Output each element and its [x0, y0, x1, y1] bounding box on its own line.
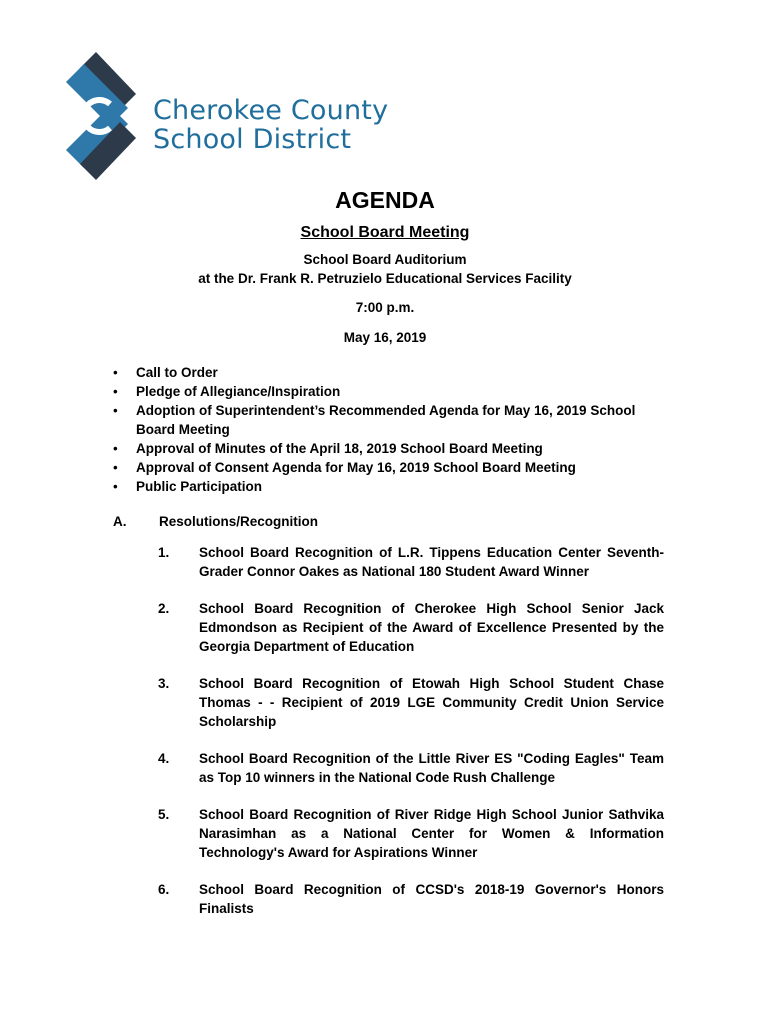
agenda-item: [158, 674, 664, 731]
meeting-title: School Board Meeting: [300, 224, 470, 241]
district-name-line1: Cherokee County: [153, 95, 389, 126]
item-number: 2.: [158, 601, 170, 616]
opening-items-list: [113, 363, 673, 496]
bullet-icon: •: [113, 365, 118, 380]
list-item: [113, 439, 673, 458]
item-number: 1.: [158, 545, 170, 560]
recognition-items-list: [158, 543, 664, 936]
district-name-line2: School District: [153, 124, 352, 155]
item-text: School Board Recognition of Etowah High School Student Chase Thomas - - Recipient of 2019 LGE Community Credit Union Service Scholarship: [199, 676, 664, 729]
list-item: [113, 458, 673, 477]
list-item: [113, 382, 673, 401]
bullet-icon: •: [113, 403, 118, 418]
location-line-1: School Board Auditorium: [303, 252, 467, 267]
agenda-item: [158, 543, 664, 581]
list-item-text: Public Participation: [136, 479, 263, 494]
item-text: School Board Recognition of Cherokee High School Senior Jack Edmondson as Recipient of the Award of Excellence Presented by the Georgia Department of Education: [199, 601, 664, 654]
item-text: School Board Recognition of CCSD's 2018-19 Governor's Honors Finalists: [199, 882, 664, 916]
bullet-icon: •: [113, 441, 118, 456]
bullet-icon: •: [113, 479, 118, 494]
district-name: [153, 96, 388, 154]
item-number: 3.: [158, 676, 170, 691]
agenda-item: [158, 880, 664, 918]
list-item-text: Call to Order: [136, 365, 218, 380]
list-item-text: Approval of Minutes of the April 18, 2019 School Board Meeting: [136, 441, 543, 456]
bullet-icon: •: [113, 460, 118, 475]
list-item: [113, 363, 673, 382]
item-text: School Board Recognition of the Little River ES "Coding Eagles" Team as Top 10 winners in the National Code Rush Challenge: [199, 751, 664, 785]
district-logo: [60, 52, 400, 180]
district-logo-mark-icon: [60, 52, 150, 180]
item-number: 4.: [158, 751, 170, 766]
agenda-item: [158, 749, 664, 787]
item-number: 6.: [158, 882, 170, 897]
item-text: School Board Recognition of River Ridge High School Junior Sathvika Narasimhan as a National Center for Women & Information Technology's Award for Aspirations Winner: [199, 807, 664, 860]
list-item: [113, 477, 673, 496]
meeting-date: May 16, 2019: [343, 330, 427, 345]
item-number: 5.: [158, 807, 170, 822]
page-title: AGENDA: [335, 187, 435, 213]
location-line-2: at the Dr. Frank R. Petruzielo Educational Services Facility: [198, 271, 572, 286]
section-title: Resolutions/Recognition: [159, 514, 319, 529]
list-item: [113, 401, 673, 439]
section-letter: A.: [113, 514, 127, 529]
agenda-item: [158, 599, 664, 656]
bullet-icon: •: [113, 384, 118, 399]
agenda-item: [158, 805, 664, 862]
list-item-text: Adoption of Superintendent’s Recommended Agenda for May 16, 2019 School Board Meeting: [136, 403, 636, 437]
list-item-text: Pledge of Allegiance/Inspiration: [136, 384, 341, 399]
meeting-time: 7:00 p.m.: [355, 300, 415, 315]
list-item-text: Approval of Consent Agenda for May 16, 2019 School Board Meeting: [136, 460, 576, 475]
item-text: School Board Recognition of L.R. Tippens Education Center Seventh-Grader Connor Oakes as National 180 Student Award Winner: [199, 545, 664, 579]
